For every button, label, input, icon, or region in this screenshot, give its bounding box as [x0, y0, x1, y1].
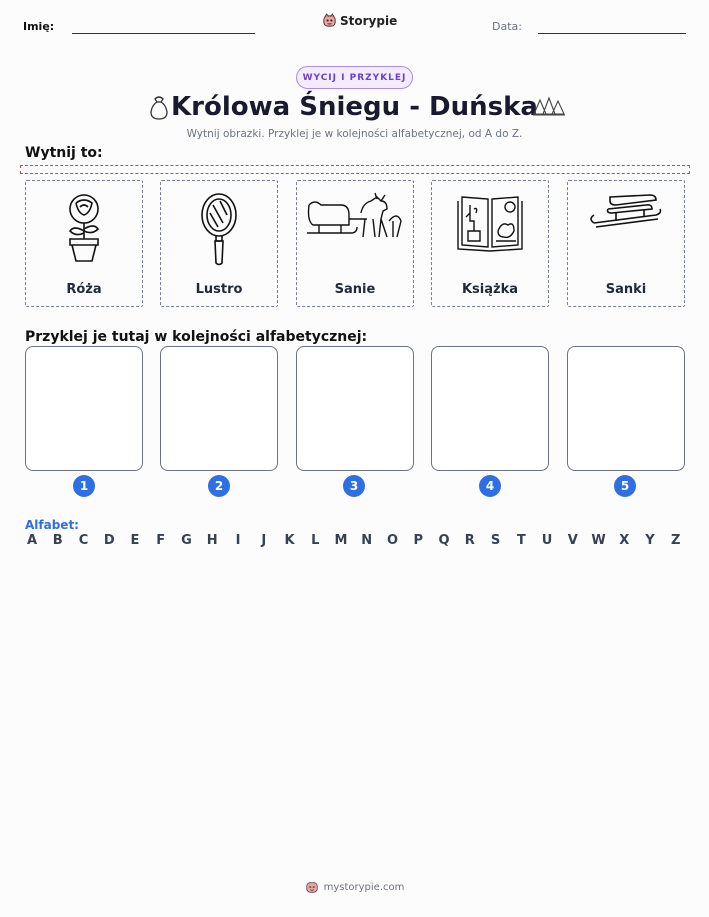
paste-section-heading: Przyklej je tutaj w kolejności alfabetycznej:: [25, 329, 368, 345]
alphabet-letter: Q: [438, 533, 450, 548]
storypie-mascot-icon: [322, 13, 337, 28]
paste-slot[interactable]: [296, 346, 414, 471]
card-label: Sanie: [334, 282, 376, 297]
paste-slot[interactable]: [160, 346, 278, 471]
alphabet-letter: H: [206, 533, 218, 548]
activity-badge: WYCIJ I PRZYKLEJ: [296, 66, 413, 89]
alphabet-letter: W: [591, 533, 606, 548]
cutout-card-book[interactable]: [431, 180, 549, 307]
name-label: Imię:: [23, 20, 55, 33]
storypie-mascot-icon: [305, 880, 319, 894]
name-field[interactable]: [72, 33, 255, 34]
rose-icon: [54, 191, 114, 263]
slot-number: 1: [73, 475, 95, 497]
alphabet-letter: Z: [671, 533, 681, 548]
paste-slot[interactable]: [567, 346, 685, 471]
card-label: Róża: [66, 282, 102, 297]
alphabet-letter: F: [156, 533, 166, 548]
cutout-card-sleigh[interactable]: [296, 180, 414, 307]
snowy-trees-icon: [532, 96, 566, 118]
card-label: Książka: [461, 282, 519, 297]
alphabet-letter: T: [516, 533, 526, 548]
alphabet-letter: V: [567, 533, 578, 548]
alphabet-letter: K: [284, 533, 295, 548]
sleigh-icon: [305, 191, 405, 251]
cutout-card-mirror[interactable]: [160, 180, 278, 307]
paste-slot[interactable]: [25, 346, 143, 471]
alphabet-letter: M: [334, 533, 348, 548]
alphabet-label: Alfabet:: [25, 518, 79, 532]
alphabet-letter: R: [464, 533, 475, 548]
card-label: Lustro: [195, 282, 243, 297]
footer: [0, 880, 709, 894]
alphabet-letter: D: [103, 533, 115, 548]
alphabet-letter: Y: [645, 533, 655, 548]
mirror-icon: [196, 191, 242, 267]
alphabet-letter: A: [26, 533, 38, 548]
alphabet-letter: N: [361, 533, 373, 548]
brand-logo: [322, 13, 397, 28]
date-label: Data:: [492, 20, 522, 33]
cutout-card-rose[interactable]: [25, 180, 143, 307]
cut-line: [20, 165, 690, 174]
alphabet-letter: S: [490, 533, 501, 548]
slot-number: 5: [614, 475, 636, 497]
slot-number: 2: [208, 475, 230, 497]
alphabet-letter: X: [619, 533, 630, 548]
cutout-card-sled[interactable]: [567, 180, 685, 307]
brand-name: Storypie: [340, 13, 398, 28]
alphabet-letter: J: [261, 533, 267, 548]
footer-url[interactable]: mystorypie.com: [323, 881, 405, 893]
book-icon: [440, 191, 540, 253]
alphabet-letter: I: [235, 533, 241, 548]
alphabet-letter: P: [413, 533, 424, 548]
alphabet-letter: G: [181, 533, 192, 548]
alphabet-row: [24, 533, 684, 548]
slot-number: 3: [343, 475, 365, 497]
alphabet-letter: O: [386, 533, 399, 548]
date-field[interactable]: [538, 33, 686, 34]
alphabet-letter: L: [311, 533, 320, 548]
alphabet-letter: U: [541, 533, 553, 548]
alphabet-letter: B: [52, 533, 63, 548]
instructions: Wytnij obrazki. Przyklej je w kolejności alfabetycznej, od A do Z.: [186, 128, 523, 140]
paste-slot[interactable]: [431, 346, 549, 471]
page-title: Królowa Śniegu - Duńska: [171, 92, 538, 122]
alphabet-letter: C: [78, 533, 89, 548]
alphabet-letter: E: [130, 533, 140, 548]
card-label: Sanki: [605, 282, 647, 297]
slot-number: 4: [479, 475, 501, 497]
sled-icon: [586, 191, 666, 241]
cut-section-heading: Wytnij to:: [25, 145, 103, 161]
